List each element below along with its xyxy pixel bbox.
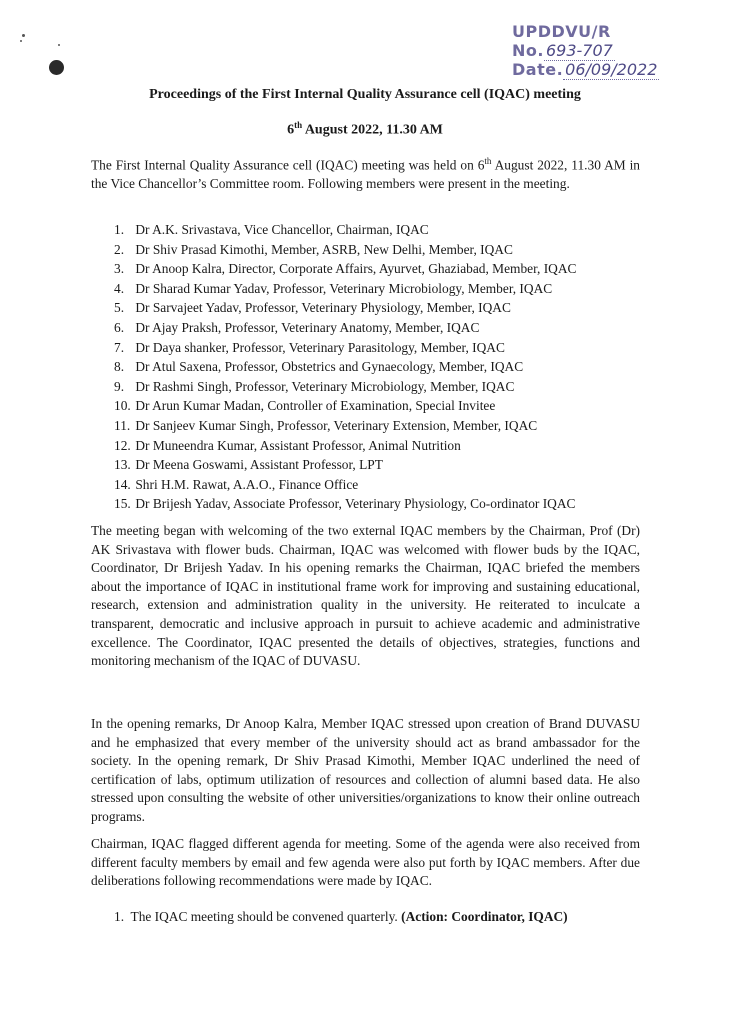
list-item [114,416,644,436]
list-item-text: Shri H.M. Rawat, A.A.O., Finance Office [135,476,359,492]
list-item-number: 8. [114,359,125,375]
stamp-date-value: 06/09/2022 [565,60,658,79]
list-item [114,338,644,358]
members-list [114,220,644,514]
meeting-date-rest: August 2022, 11.30 AM [302,122,443,138]
list-item-text: Dr A.K. Srivastava, Vice Chancellor, Chairman, IQAC [135,222,429,237]
list-item-text: Dr Shiv Prasad Kimothi, Member, ASRB, New Delhi, Member, IQAC [135,241,513,257]
list-item-text: Dr Sharad Kumar Yadav, Professor, Veterinary Microbiology, Member, IQAC [135,280,553,296]
recommendation-text: The IQAC meeting should be convened quarterly. [130,909,398,924]
list-item [114,357,644,377]
list-item [114,436,644,456]
list-item [114,220,644,240]
list-item-text: Dr Daya shanker, Professor, Veterinary Parasitology, Member, IQAC [135,339,505,355]
list-item [114,377,644,397]
list-item-number: 9. [114,378,125,394]
opening-paragraph: The meeting began with welcoming of the two external IQAC members by the Chairman, Prof (Dr) AK Srivastava with flower buds. Chairman, IQAC was welcomed with flower buds by the IQAC, Coordinator, Dr Brijesh Yadav. In his opening remarks the Chairman, IQAC briefed the members about the importance of IQAC in institutional frame work for improving and sustaining educational, research, extension and administration quality in the university. He reiterated to inculcate a transparent, democratic and inclusive approach in pursuit to achieve academic and administrative excellence. The Coordinator, IQAC presented the details of objectives, strategies, functions and monitoring mechanism of the IQAC of DUVASU. [91,523,640,669]
remarks-paragraph: In the opening remarks, Dr Anoop Kalra, Member IQAC stressed upon creation of Brand DUVASU and he emphasized that every member of the university should act as brand ambassador for the society. In the opening remark, Dr Shiv Prasad Kimothi, Member IQAC underlined the need of certification of labs, optimum utilization of resources and collection of alumni based data. He also stressed upon consulting the website of other universities/organizations to know their online outreach programs. [91,716,640,824]
list-item-number: 2. [114,241,125,257]
list-item-text: Dr Brijesh Yadav, Associate Professor, Veterinary Physiology, Co-ordinator IQAC [135,496,576,512]
list-item-number: 10. [114,398,131,414]
list-item-number: 7. [114,339,125,355]
list-item [114,240,644,260]
list-item-text: Dr Ajay Praksh, Professor, Veterinary Anatomy, Member, IQAC [135,319,480,335]
list-item [114,396,644,416]
list-item-number: 11. [114,417,131,433]
inward-stamp [512,22,659,79]
list-item-number: 4. [114,280,125,296]
intro-sup: th [484,156,492,166]
stamp-date-line [512,60,659,79]
list-item-number: 3. [114,261,125,277]
stamp-number-label: No. [512,41,544,60]
stamp-header: UPDDVU/R [512,22,611,41]
meeting-date-day: 6 [287,122,295,138]
list-item [114,455,644,475]
meeting-date-sup: th [294,120,303,130]
list-item [114,318,644,338]
list-item-number: 15. [114,496,131,512]
list-item [114,279,644,299]
intro-text-2: August 2022, 11.30 AM in the Vice Chancellor’s Committee room. Following members were present in the meeting. [91,157,640,192]
list-item [114,494,644,514]
list-item-text: Dr Atul Saxena, Professor, Obstetrics and Gynaecology, Member, IQAC [135,359,524,375]
stamp-date-label: Date. [512,60,564,79]
stamp-number-value: 693-707 [545,41,613,60]
list-item [114,298,644,318]
recommendation-item [114,909,654,925]
intro-text-1: The First Internal Quality Assurance cell (IQAC) meeting was held on 6 [91,157,485,173]
list-item-text: Dr Sarvajeet Yadav, Professor, Veterinary Physiology, Member, IQAC [135,300,511,316]
list-item-text: Dr Rashmi Singh, Professor, Veterinary Microbiology, Member, IQAC [135,378,515,394]
list-item-number: 1. [114,222,125,237]
meeting-date [0,120,730,139]
intro-paragraph [91,152,640,194]
list-item-number: 5. [114,300,125,316]
list-item-number: 12. [114,437,131,453]
recommendation-number: 1. [114,909,125,924]
stamp-number-line [512,41,659,60]
list-item [114,259,644,279]
punch-hole-mark [49,60,64,75]
list-item [114,475,644,495]
list-item-number: 13. [114,457,131,473]
list-item-text: Dr Arun Kumar Madan, Controller of Examination, Special Invitee [135,398,496,414]
document-title: Proceedings of the First Internal Quality Assurance cell (IQAC) meeting [149,87,581,102]
list-item-text: Dr Anoop Kalra, Director, Corporate Affairs, Ayurvet, Ghaziabad, Member, IQAC [135,261,577,277]
agenda-paragraph: Chairman, IQAC flagged different agenda for meeting. Some of the agenda were also received from different faculty members by email and few agenda were also put forth by IQAC members. After due deliberations following recommendations were made by IQAC. [91,836,640,889]
scan-speck [58,44,60,46]
scan-speck [20,40,22,42]
list-item-text: Dr Meena Goswami, Assistant Professor, LPT [135,457,383,473]
list-item-text: Dr Muneendra Kumar, Assistant Professor, Animal Nutrition [135,437,461,453]
list-item-number: 6. [114,319,125,335]
scan-speck [22,34,25,37]
list-item-text: Dr Sanjeev Kumar Singh, Professor, Veterinary Extension, Member, IQAC [135,417,538,433]
recommendation-action: (Action: Coordinator, IQAC) [401,909,568,924]
list-item-number: 14. [114,476,131,492]
